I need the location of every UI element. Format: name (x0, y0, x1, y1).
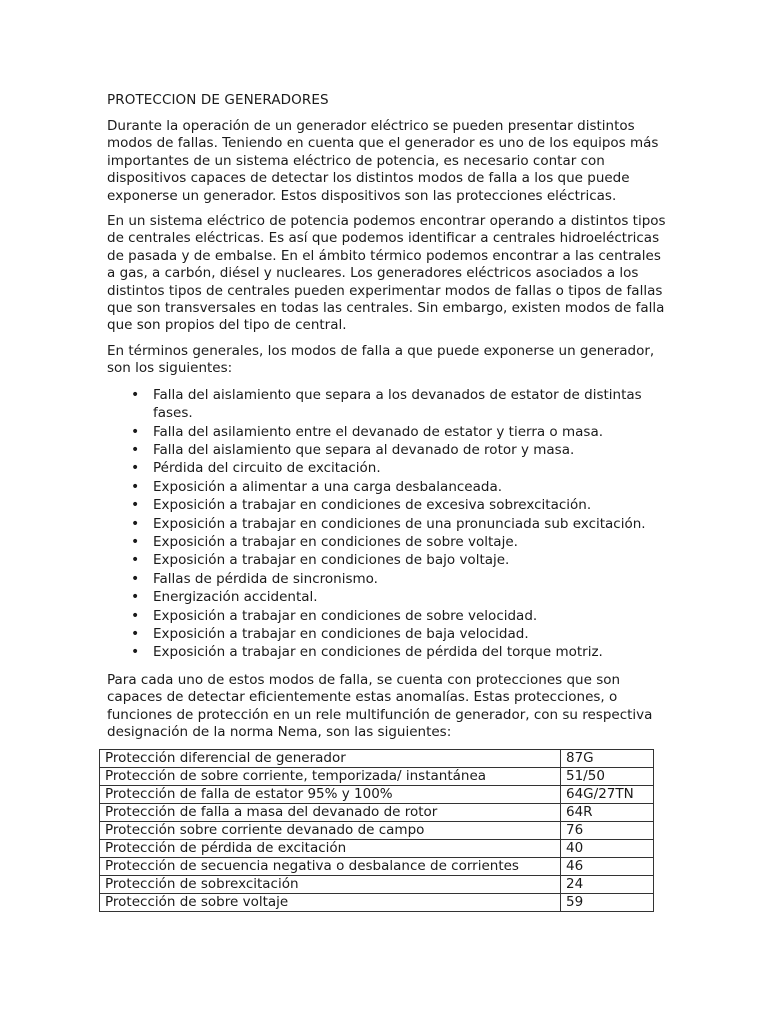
list-item: • Fallas de pérdida de sincronismo. (153, 570, 668, 588)
fault-intro-paragraph: En términos generales, los modos de falla a que puede exponerse un generador, son los siguientes: (107, 342, 655, 377)
table-row (100, 768, 654, 786)
nema-code-cell: 64R (561, 804, 654, 822)
list-item: • Exposición a trabajar en condiciones de baja velocidad. (153, 625, 668, 643)
table-row (100, 804, 654, 822)
list-item: • Falla del asilamiento entre el devanado de estator y tierra o masa. (153, 423, 668, 441)
table-row (100, 840, 654, 858)
protection-name-cell: Protección diferencial de generador (100, 750, 561, 768)
protection-name-cell: Protección sobre corriente devanado de campo (100, 822, 561, 840)
protection-name-cell: Protección de falla de estator 95% y 100% (100, 786, 561, 804)
list-item: • Exposición a trabajar en condiciones de bajo voltaje. (153, 551, 668, 569)
nema-code-cell: 76 (561, 822, 654, 840)
nema-code-cell: 51/50 (561, 768, 654, 786)
list-item: • Exposición a trabajar en condiciones de excesiva sobrexcitación. (153, 496, 668, 514)
table-row (100, 894, 654, 912)
table-row (100, 858, 654, 876)
protection-name-cell: Protección de falla a masa del devanado de rotor (100, 804, 561, 822)
protection-name-cell: Protección de sobrexcitación (100, 876, 561, 894)
fault-list (107, 386, 668, 662)
nema-code-cell: 40 (561, 840, 654, 858)
list-item: • Energización accidental. (153, 588, 668, 606)
protection-name-cell: Protección de secuencia negativa o desbalance de corrientes (100, 858, 561, 876)
table-row (100, 786, 654, 804)
list-item: • Exposición a trabajar en condiciones de pérdida del torque motriz. (153, 643, 668, 661)
list-item: • Pérdida del circuito de excitación. (153, 459, 668, 477)
list-item: • Exposición a trabajar en condiciones de sobre velocidad. (153, 607, 668, 625)
table-row (100, 750, 654, 768)
list-item: • Exposición a trabajar en condiciones de sobre voltaje. (153, 533, 668, 551)
centrales-paragraph: En un sistema eléctrico de potencia podemos encontrar operando a distintos tipos de centrales eléctricas. Es así que podemos identificar a centrales hidroeléctricas de pasada y de embalse. En el ámbito térmico podemos encontrar a las centrales a gas, a carbón, diésel y nucleares. Los generadores eléctricos asociados a los distintos tipos de centrales pueden experimentar modos de fallas o tipos de fallas que son transversales en todas las centrales. Sin embargo, existen modos de falla que son propios del tipo de central. (107, 213, 666, 334)
protection-name-cell: Protección de sobre voltaje (100, 894, 561, 912)
document-title: PROTECCION DE GENERADORES (107, 92, 329, 108)
protection-name-cell: Protección de sobre corriente, temporizada/ instantánea (100, 768, 561, 786)
nema-code-cell: 87G (561, 750, 654, 768)
protection-name-cell: Protección de pérdida de excitación (100, 840, 561, 858)
nema-code-cell: 59 (561, 894, 654, 912)
nema-code-cell: 46 (561, 858, 654, 876)
table-row (100, 822, 654, 840)
protections-table (99, 749, 654, 912)
intro-paragraph: Durante la operación de un generador eléctrico se pueden presentar distintos modos de fallas. Teniendo en cuenta que el generador es uno de los equipos más importantes de un sistema eléctrico de potencia, es necesario contar con dispositivos capaces de detectar los distintos modos de falla a los que puede exponerse un generador. Estos dispositivos son las protecciones eléctricas. (107, 118, 659, 204)
nema-code-cell: 64G/27TN (561, 786, 654, 804)
list-item: • Falla del aislamiento que separa a los devanados de estator de distintas fases. (153, 386, 668, 423)
list-item: • Falla del aislamiento que separa al devanado de rotor y masa. (153, 441, 668, 459)
nema-code-cell: 24 (561, 876, 654, 894)
list-item: • Exposición a alimentar a una carga desbalanceada. (153, 478, 668, 496)
protections-paragraph: Para cada uno de estos modos de falla, se cuenta con protecciones que son capaces de detectar eficientemente estas anomalías. Estas protecciones, o funciones de protección en un rele multifunción de generador, con su respectiva designación de la norma Nema, son las siguientes: (107, 671, 653, 740)
list-item: • Exposición a trabajar en condiciones de una pronunciada sub excitación. (153, 515, 668, 533)
table-row (100, 876, 654, 894)
